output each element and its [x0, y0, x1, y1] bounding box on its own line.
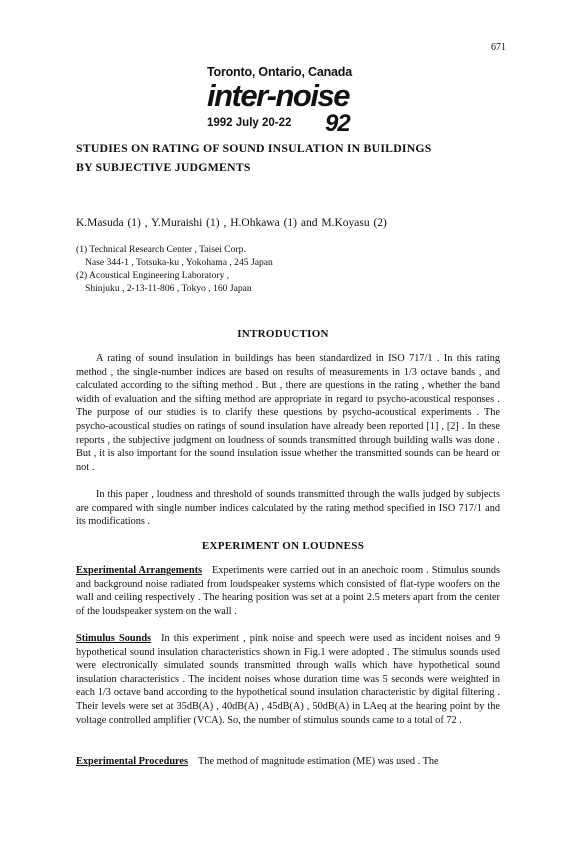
- stimulus-paragraph: [76, 632, 500, 727]
- affiliation-2: [76, 270, 252, 296]
- conference-date: 1992 July 20-22: [207, 117, 292, 129]
- affiliation-1-line-2: Nase 344-1 , Totsuka-ku , Yokohama , 245 Japan: [85, 256, 273, 268]
- affiliation-1-line-1: (1) Technical Research Center , Taisei Corp.: [76, 244, 246, 255]
- introduction-paragraph-1: [76, 352, 500, 474]
- affiliation-2-line-1: (2) Acoustical Engineering Laboratory ,: [76, 270, 230, 281]
- affiliation-1: [76, 244, 273, 270]
- conference-location: Toronto, Ontario, Canada: [207, 65, 352, 79]
- affiliation-2-line-2: Shinjuku , 2-13-11-806 , Tokyo , 160 Japan: [85, 282, 252, 294]
- stimulus-text: In this experiment , pink noise and speech were used as incident noises and 9 hypothetical sound insulation characteristics shown in Fig.1 were adopted . The stimulus sounds used were electronically simulated sounds transmitted through walls which have hypothetical sound insulation characteristics . The incident noises whose duration time was 5 seconds were weighted in each 1/3 octave band according to the hypothetical sound insulation characteristic by digital filtering . Their levels were set at 35dB(A) , 40dB(A) , 45dB(A) , 50dB(A) in LAeq at the hearing point by the voltage controlled amplifier (VCA). So, the number of stimulus sounds came to a total of 72 .: [76, 633, 500, 726]
- paper-title: [76, 139, 496, 177]
- title-line-1: STUDIES ON RATING OF SOUND INSULATION IN BUILDINGS: [76, 141, 432, 155]
- author-list: K.Masuda (1) , Y.Muraishi (1) , H.Ohkawa (1) and M.Koyasu (2): [76, 217, 387, 229]
- procedures-paragraph: [76, 755, 500, 769]
- introduction-heading: INTRODUCTION: [237, 328, 329, 340]
- intro-paragraph-2-text: In this paper , loudness and threshold of sounds transmitted through the walls judged by subjects are compared with single number indices calculated by the rating method specified in ISO 717/1 and its modifications .: [76, 489, 500, 528]
- arrangements-text: Experiments were carried out in an anechoic room . Stimulus sounds and background noise radiated from loudspeaker systems which consisted of flat-type woofers on the wall and ceiling respectively . The hearing position was set at a point 2.5 meters apart from the center of the loudspeaker system on the wall .: [76, 565, 500, 617]
- procedures-heading: Experimental Procedures: [76, 756, 189, 767]
- stimulus-heading: Stimulus Sounds: [76, 633, 152, 644]
- introduction-paragraph-2: [76, 488, 500, 529]
- arrangements-heading: Experimental Arrangements: [76, 565, 203, 576]
- conference-logo: inter-noise: [207, 78, 349, 113]
- arrangements-paragraph: [76, 564, 500, 618]
- title-line-2: BY SUBJECTIVE JUDGMENTS: [76, 160, 251, 174]
- experiment-heading: EXPERIMENT ON LOUDNESS: [201, 540, 365, 552]
- procedures-text: The method of magnitude estimation (ME) was used . The: [198, 756, 439, 767]
- conference-year-mark: 92: [325, 110, 350, 137]
- intro-paragraph-1-text: A rating of sound insulation in buildings has been standardized in ISO 717/1 . In this rating method , the single-number indices are based on results of measurements in 1/3 octave bands , and calculated according to the sifting method . But , there are questions in the rating , whether the band width of evaluation and the sifting method are appropriate in regard to psycho-acoustical responses . The purpose of our studies is to clarify these questions by psycho-acoustical experiments . The psycho-acoustical studies on ratings of sound insulation have already been reported [1] , [2] . In these reports , the subjective judgment on loudness of sounds transmitted through building walls was done . But , it is also important for the sound insulation issue whether the transmitted sounds can be heard or not .: [76, 353, 500, 473]
- page-number: 671: [491, 42, 506, 53]
